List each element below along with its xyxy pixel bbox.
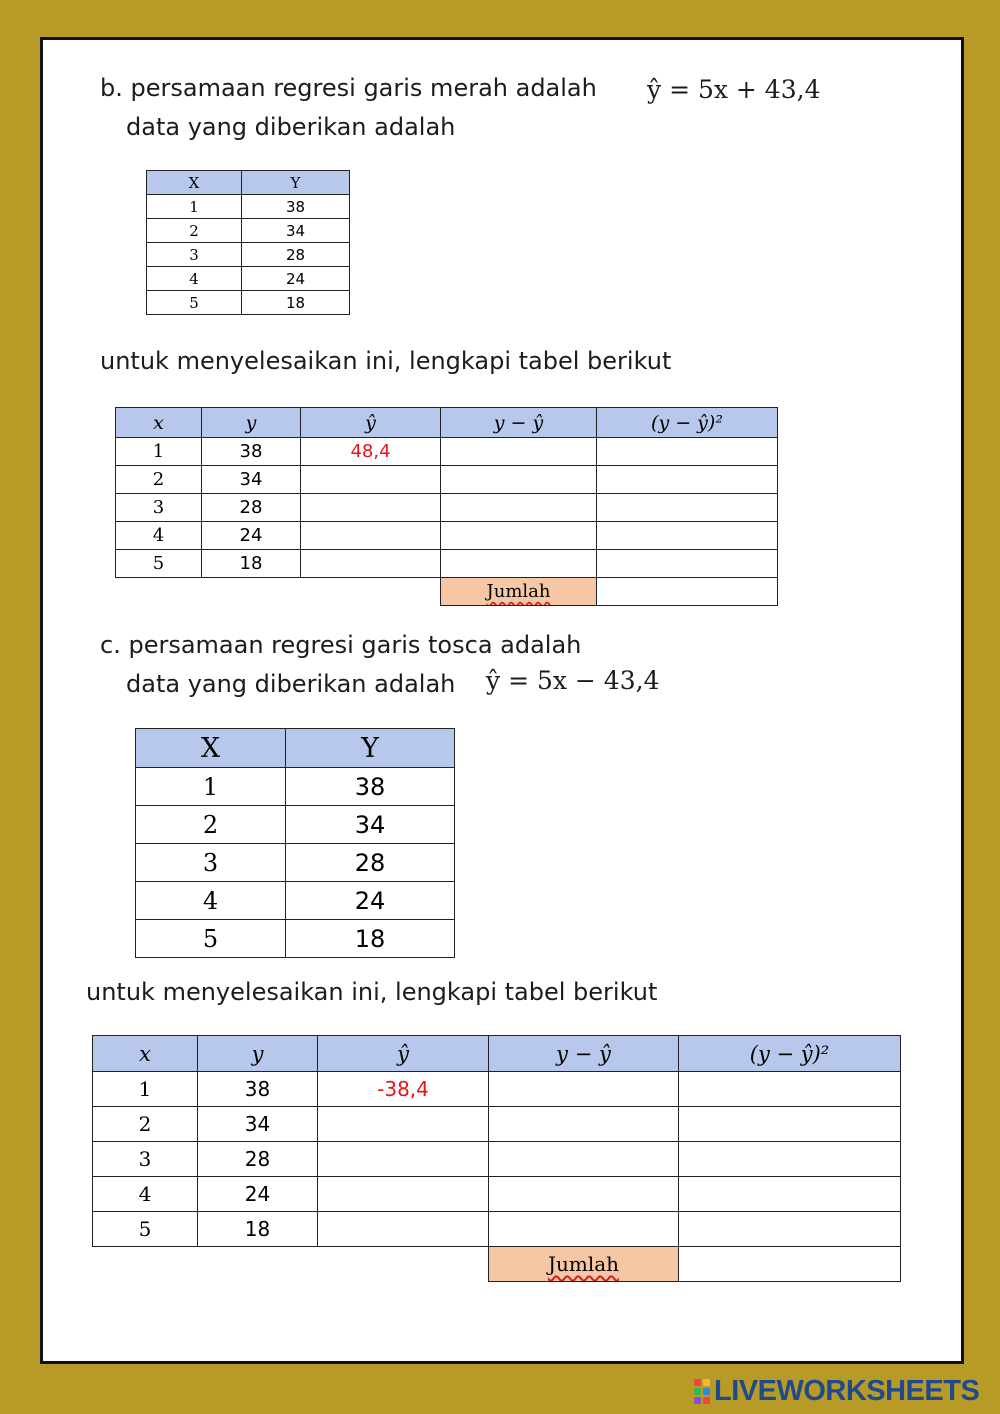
- y-hat-input[interactable]: [301, 550, 441, 578]
- y-hat-input[interactable]: [301, 522, 441, 550]
- residual-input[interactable]: [489, 1107, 679, 1142]
- x-cell: 1: [136, 768, 286, 806]
- y-cell: 34: [202, 466, 301, 494]
- column-header: Y: [242, 171, 350, 195]
- column-header: Y: [286, 729, 455, 768]
- residual-input[interactable]: [441, 466, 597, 494]
- x-cell: 5: [93, 1212, 198, 1247]
- squared-residual-input[interactable]: [679, 1072, 901, 1107]
- y-cell: 38: [202, 438, 301, 466]
- squared-residual-input[interactable]: [597, 550, 778, 578]
- y-cell: 38: [198, 1072, 318, 1107]
- column-header: y − ŷ: [441, 408, 597, 438]
- jumlah-label: Jumlah: [441, 578, 597, 606]
- squared-residual-input[interactable]: [597, 494, 778, 522]
- squared-residual-input[interactable]: [597, 438, 778, 466]
- part-b-data-intro: data yang diberikan adalah: [126, 113, 456, 141]
- table-row: [147, 219, 350, 243]
- x-cell: 4: [147, 267, 242, 291]
- table-row: [147, 195, 350, 219]
- residual-input[interactable]: [441, 550, 597, 578]
- blank-cell: [93, 1247, 489, 1282]
- x-cell: 5: [147, 291, 242, 315]
- part-c-data-intro: data yang diberikan adalah: [126, 670, 456, 698]
- part-b-instruction: untuk menyelesaikan ini, lengkapi tabel berikut: [100, 347, 672, 375]
- x-cell: 3: [93, 1142, 198, 1177]
- part-b-data-table: [146, 170, 350, 315]
- squared-residual-input[interactable]: [679, 1212, 901, 1247]
- residual-input[interactable]: [441, 438, 597, 466]
- squared-residual-input[interactable]: [597, 522, 778, 550]
- y-cell: 38: [242, 195, 350, 219]
- y-cell: 18: [242, 291, 350, 315]
- y-hat-input[interactable]: [301, 494, 441, 522]
- column-header: ŷ: [318, 1036, 489, 1072]
- x-cell: 2: [147, 219, 242, 243]
- table-row: [116, 438, 778, 466]
- x-cell: 4: [136, 882, 286, 920]
- y-cell: 24: [242, 267, 350, 291]
- squared-residual-input[interactable]: [597, 466, 778, 494]
- squared-residual-input[interactable]: [679, 1107, 901, 1142]
- y-hat-input[interactable]: [318, 1107, 489, 1142]
- table-row: [136, 920, 455, 958]
- y-cell: 18: [286, 920, 455, 958]
- y-cell: 24: [286, 882, 455, 920]
- x-cell: 1: [93, 1072, 198, 1107]
- column-header: y − ŷ: [489, 1036, 679, 1072]
- table-row: [136, 882, 455, 920]
- y-cell: 28: [242, 243, 350, 267]
- x-cell: 2: [136, 806, 286, 844]
- part-c-question: c. persamaan regresi garis tosca adalah: [100, 631, 582, 659]
- y-cell: 34: [286, 806, 455, 844]
- part-b-question: b. persamaan regresi garis merah adalah: [100, 74, 597, 102]
- x-cell: 3: [147, 243, 242, 267]
- residual-input[interactable]: [441, 494, 597, 522]
- y-cell: 24: [202, 522, 301, 550]
- x-cell: 4: [116, 522, 202, 550]
- jumlah-input[interactable]: [679, 1247, 901, 1282]
- table-row: [93, 1177, 901, 1212]
- residual-input[interactable]: [441, 522, 597, 550]
- y-cell: 34: [242, 219, 350, 243]
- residual-input[interactable]: [489, 1142, 679, 1177]
- table-row: [136, 806, 455, 844]
- y-hat-input[interactable]: [318, 1142, 489, 1177]
- part-c-equation: ŷ = 5x − 43,4: [486, 666, 660, 695]
- residual-input[interactable]: [489, 1177, 679, 1212]
- y-cell: 18: [198, 1212, 318, 1247]
- table-row: [147, 267, 350, 291]
- y-hat-input[interactable]: [318, 1212, 489, 1247]
- y-hat-input[interactable]: 48,4: [301, 438, 441, 466]
- jumlah-label: Jumlah: [489, 1247, 679, 1282]
- y-cell: 24: [198, 1177, 318, 1212]
- y-hat-input[interactable]: [318, 1177, 489, 1212]
- y-hat-input[interactable]: -38,4: [318, 1072, 489, 1107]
- x-cell: 2: [116, 466, 202, 494]
- y-cell: 18: [202, 550, 301, 578]
- part-c-work-table: [92, 1035, 901, 1282]
- part-b-equation: ŷ = 5x + 43,4: [647, 75, 821, 104]
- column-header: x: [116, 408, 202, 438]
- table-row: [116, 466, 778, 494]
- column-header: (y − ŷ)²: [679, 1036, 901, 1072]
- column-header: y: [198, 1036, 318, 1072]
- column-header: (y − ŷ)²: [597, 408, 778, 438]
- table-row: [147, 243, 350, 267]
- column-header: ŷ: [301, 408, 441, 438]
- squared-residual-input[interactable]: [679, 1177, 901, 1212]
- y-cell: 28: [198, 1142, 318, 1177]
- y-cell: 28: [202, 494, 301, 522]
- table-row: [93, 1072, 901, 1107]
- part-c-data-table: [135, 728, 455, 958]
- table-row: [136, 844, 455, 882]
- table-row: [93, 1107, 901, 1142]
- brand-name: LIVEWORKSHEETS: [714, 1374, 980, 1407]
- column-header: y: [202, 408, 301, 438]
- total-row: [93, 1247, 901, 1282]
- table-row: [93, 1142, 901, 1177]
- logo-mark-icon: [694, 1379, 710, 1404]
- x-cell: 2: [93, 1107, 198, 1142]
- blank-cell: [116, 578, 441, 606]
- part-c-instruction: untuk menyelesaikan ini, lengkapi tabel berikut: [86, 978, 658, 1006]
- table-row: [147, 291, 350, 315]
- x-cell: 5: [116, 550, 202, 578]
- x-cell: 3: [136, 844, 286, 882]
- table-row: [116, 522, 778, 550]
- y-hat-input[interactable]: [301, 466, 441, 494]
- table-row: [116, 494, 778, 522]
- total-row: [116, 578, 778, 606]
- liveworksheets-logo: [694, 1374, 979, 1408]
- column-header: x: [93, 1036, 198, 1072]
- jumlah-input[interactable]: [597, 578, 778, 606]
- table-row: [93, 1212, 901, 1247]
- column-header: X: [136, 729, 286, 768]
- y-cell: 38: [286, 768, 455, 806]
- residual-input[interactable]: [489, 1212, 679, 1247]
- y-cell: 34: [198, 1107, 318, 1142]
- table-row: [116, 550, 778, 578]
- x-cell: 1: [116, 438, 202, 466]
- residual-input[interactable]: [489, 1072, 679, 1107]
- y-cell: 28: [286, 844, 455, 882]
- x-cell: 3: [116, 494, 202, 522]
- column-header: X: [147, 171, 242, 195]
- squared-residual-input[interactable]: [679, 1142, 901, 1177]
- part-b-work-table: [115, 407, 778, 606]
- x-cell: 4: [93, 1177, 198, 1212]
- table-row: [136, 768, 455, 806]
- x-cell: 5: [136, 920, 286, 958]
- x-cell: 1: [147, 195, 242, 219]
